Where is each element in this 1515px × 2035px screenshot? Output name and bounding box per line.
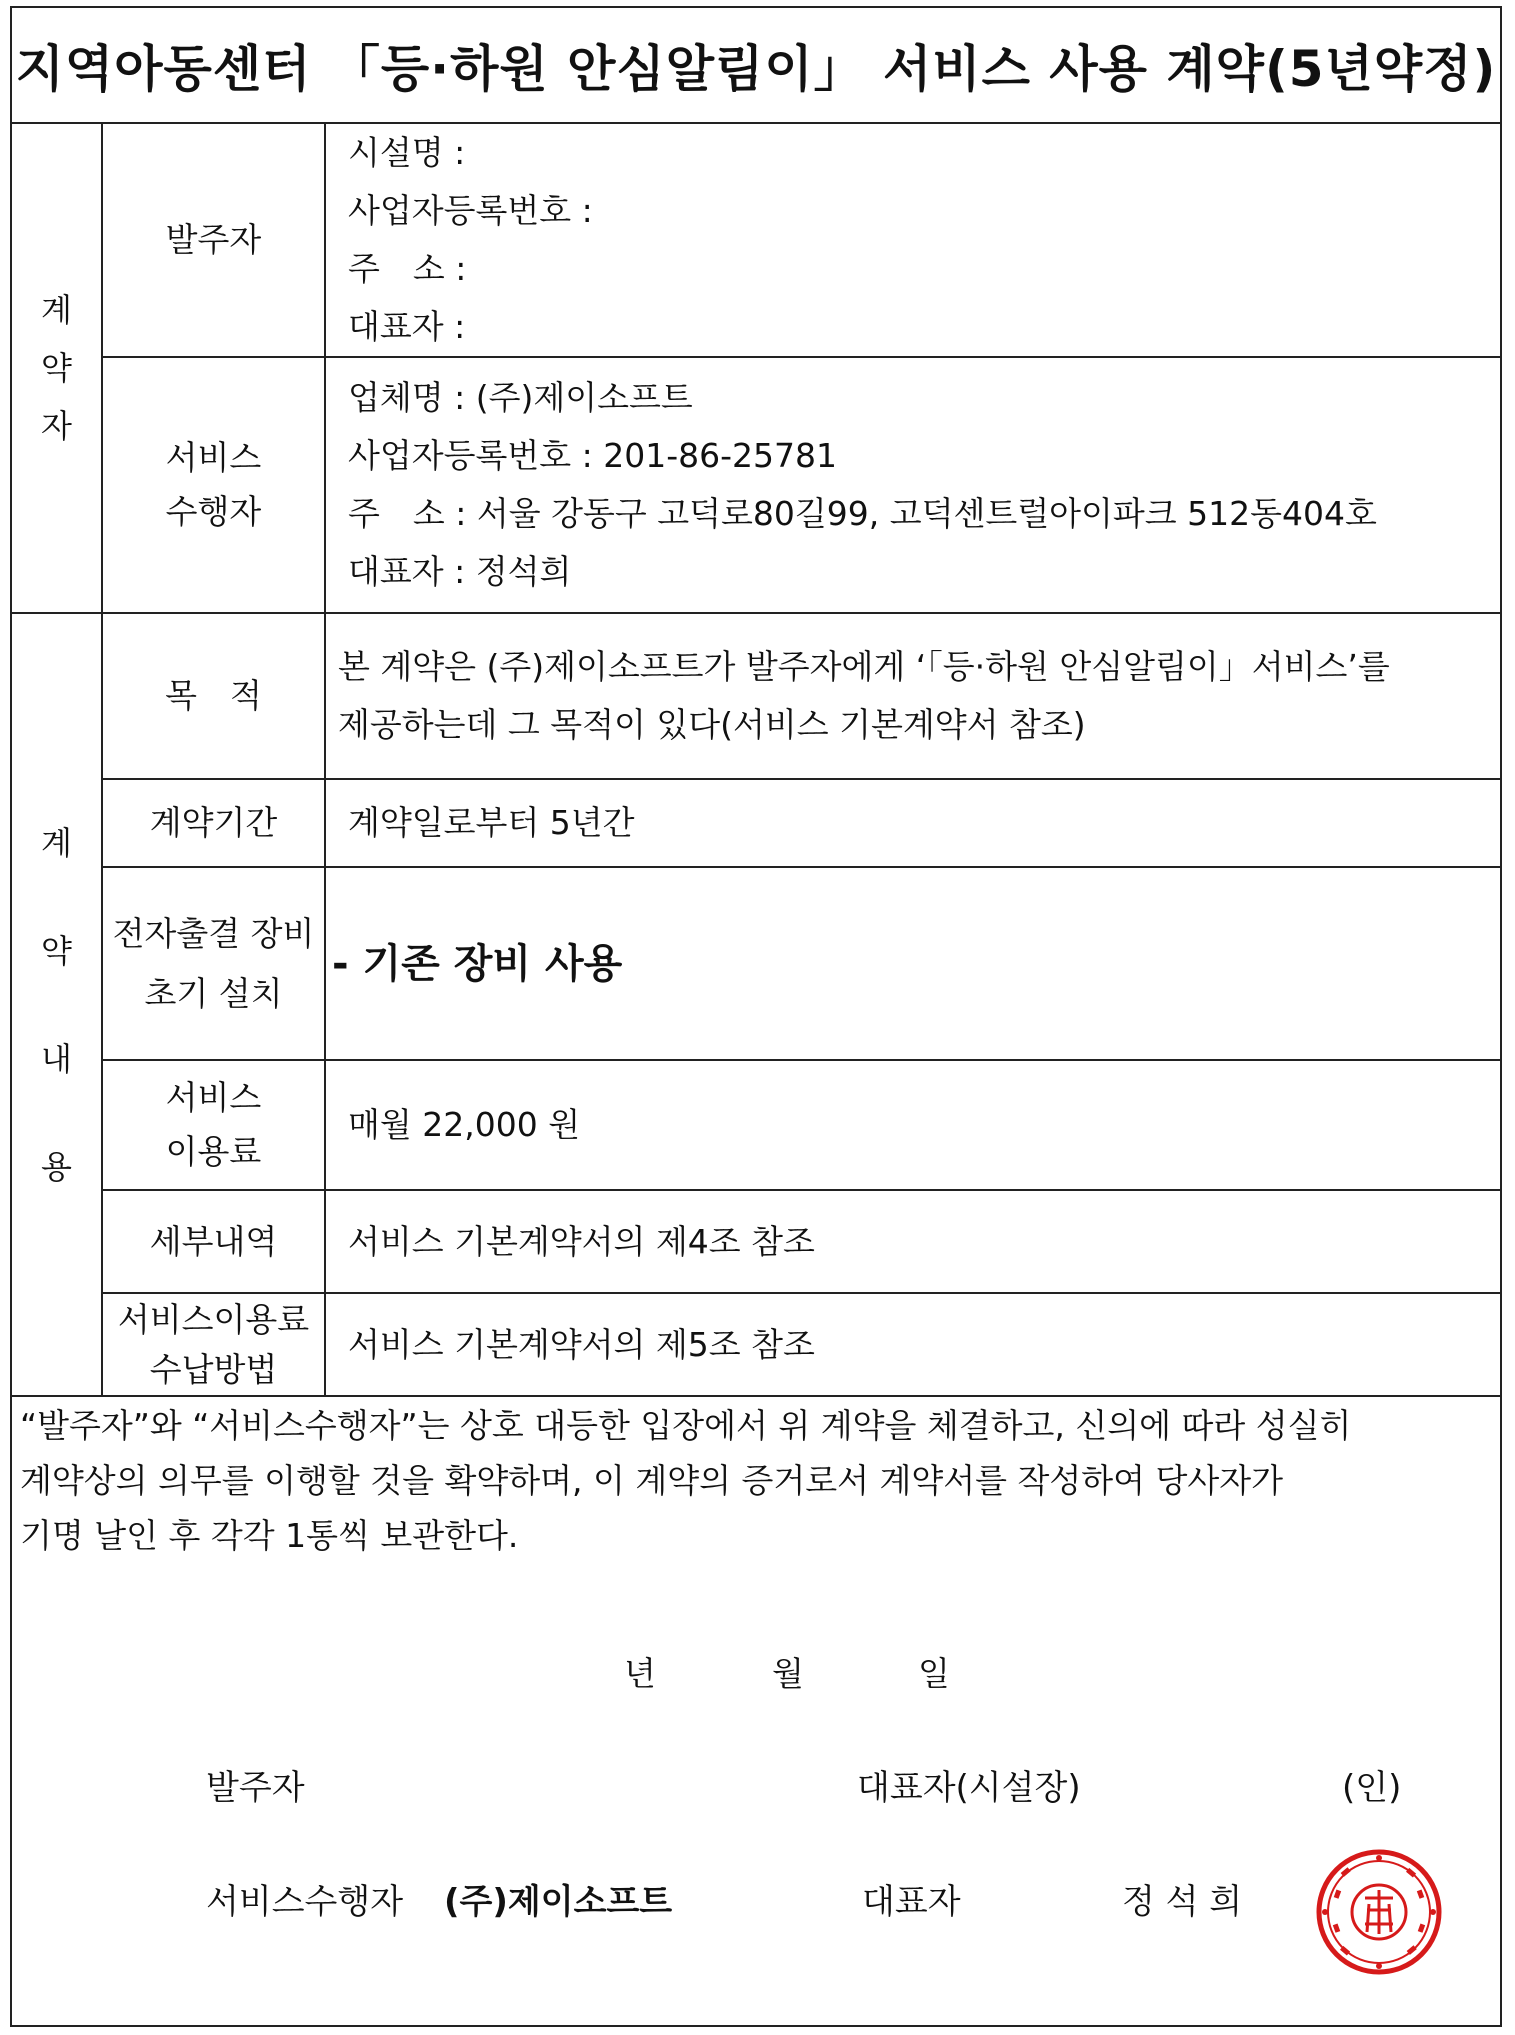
contract-table <box>12 122 1500 1397</box>
provider-representative: 대표자 : 정석희 <box>348 552 572 591</box>
contract-document <box>10 6 1502 2027</box>
client-business-number: 사업자등록번호 : <box>348 191 593 230</box>
client-facility-name: 시설명 : <box>348 133 466 172</box>
document-title: 지역아동센터 「등·하원 안심알림이」 서비스 사용 계약(5년약정) <box>15 40 1497 98</box>
date-day: 일 <box>918 1654 950 1693</box>
client-label: 발주자 <box>102 123 325 357</box>
client-info <box>325 123 1500 357</box>
client-address: 주 소 : <box>348 249 467 288</box>
provider-label: 서비스 수행자 <box>102 357 325 613</box>
payment-value: 서비스 기본계약서의 제5조 참조 <box>325 1293 1500 1396</box>
provider-company-name: 업체명 : (주)제이소프트 <box>348 378 693 417</box>
details-label: 세부내역 <box>102 1190 325 1293</box>
purpose-label: 목 적 <box>102 613 325 779</box>
provider-address: 주 소 : 서울 강동구 고덕로80길99, 고덕센트럴아이파크 512동404호 <box>348 494 1377 533</box>
fee-value: 매월 22,000 원 <box>325 1060 1500 1190</box>
client-seal-placeholder: (인) <box>1342 1768 1402 1808</box>
client-signature-role: 발주자 <box>206 1768 305 1808</box>
client-representative: 대표자 : <box>348 307 466 346</box>
provider-signature-rep-label: 대표자 <box>862 1882 961 1922</box>
contents-section-label: 계 약 내 용 <box>12 613 102 1396</box>
client-signature-rep-label: 대표자(시설장) <box>857 1768 1081 1808</box>
provider-info <box>325 357 1500 613</box>
date-month: 월 <box>772 1654 804 1693</box>
period-value: 계약일로부터 5년간 <box>325 779 1500 867</box>
provider-signature-company: (주)제이소프트 <box>444 1882 673 1922</box>
company-seal-stamp-icon <box>1315 1848 1443 1976</box>
parties-section-label: 계 약 자 <box>12 123 102 613</box>
details-value: 서비스 기본계약서의 제4조 참조 <box>325 1190 1500 1293</box>
date-year: 년 <box>624 1654 656 1693</box>
agreement-text: “발주자”와 “서비스수행자”는 상호 대등한 입장에서 위 계약을 체결하고, 신의에 따라 성실히 계약상의 의무를 이행할 것을 확약하며, 이 계약의 증거로서 계약서를 작성하여 당사자가 기명 날인 후 각각 1통씩 보관한다. <box>20 1406 1352 1555</box>
fee-label: 서비스 이용료 <box>102 1060 325 1190</box>
provider-business-number: 사업자등록번호 : 201-86-25781 <box>348 436 838 475</box>
provider-signature-rep-name: 정 석 희 <box>1122 1882 1243 1922</box>
payment-label: 서비스이용료 수납방법 <box>102 1293 325 1396</box>
provider-signature-role: 서비스수행자 <box>206 1882 404 1922</box>
period-label: 계약기간 <box>102 779 325 867</box>
equipment-value: - 기존 장비 사용 <box>325 867 1500 1060</box>
purpose-text: 본 계약은 (주)제이소프트가 발주자에게 ‘「등·하원 안심알림이」서비스’를 제공하는데 그 목적이 있다(서비스 기본계약서 참조) <box>325 613 1500 779</box>
equipment-label: 전자출결 장비 초기 설치 <box>102 867 325 1060</box>
